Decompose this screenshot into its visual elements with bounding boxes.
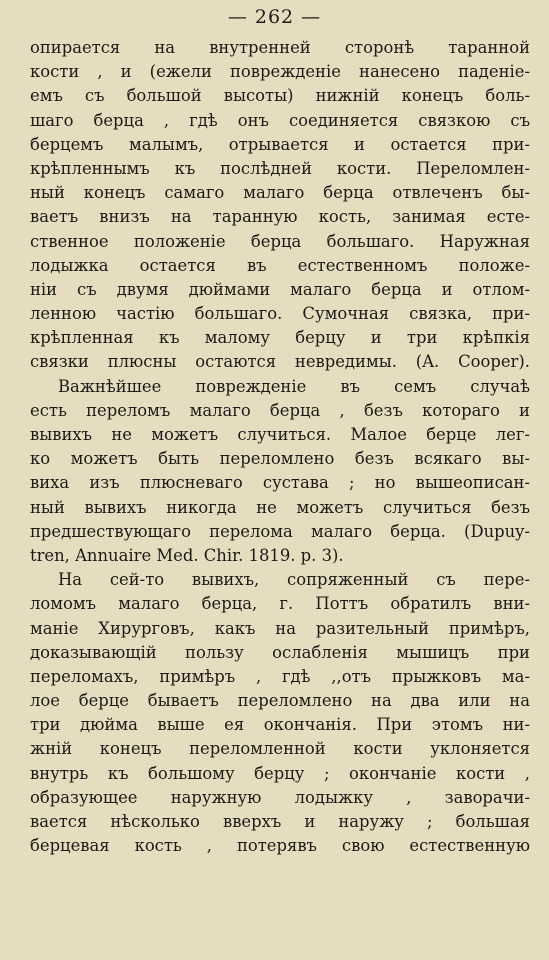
- text-line: три дюйма выше ея окончанія. При этомъ ни-: [30, 715, 530, 735]
- text-line: ко можетъ быть переломлено безъ всякаго вы-: [30, 449, 530, 469]
- text-line: переломахъ, примѣръ , гдѣ ,,отъ прыжковъ ма-: [30, 666, 530, 686]
- text-line: вывихъ не можетъ случиться. Малое берце лег-: [30, 425, 530, 444]
- text-line: ный конецъ самаго малаго берца отвлеченъ бы-: [30, 183, 530, 203]
- text-line: ніи съ двумя дюймами малаго берца и отлом-: [30, 279, 530, 299]
- text-line: На сей-то вывихъ, сопряженный съ пере-: [58, 570, 530, 590]
- text-line: жній конецъ переломленной кости уклоняется: [30, 739, 530, 759]
- text-line: ленною частію большаго. Сумочная связка, при-: [30, 304, 530, 324]
- text-line: опирается на внутренней сторонѣ таранной: [30, 38, 530, 57]
- text-line: крѣпленная къ малому берцу и три крѣпкія: [30, 328, 530, 348]
- text-line: доказывающій пользу ослабленія мышицъ при: [30, 642, 530, 662]
- text-line: берцевая кость , потерявъ свою естественную: [30, 836, 530, 856]
- text-line: образующее наружную лодыжку , заворачи-: [30, 787, 530, 807]
- text-line: есть переломъ малаго берца , безъ котораго и: [30, 400, 530, 420]
- text-line: шаго берца , гдѣ онъ соединяется связкою съ: [30, 110, 530, 130]
- page-number-header: — 262 —: [227, 6, 322, 28]
- text-line: ственное положеніе берца большаго. Наружная: [30, 231, 530, 251]
- text-line: Важнѣйшее поврежденіе въ семъ случаѣ: [58, 376, 530, 396]
- text-line: маніе Хирурговъ, какъ на разительный примѣръ,: [30, 618, 530, 638]
- text-line: емъ съ большой высоты) нижній конецъ боль-: [30, 86, 530, 106]
- text-line: лое берце бываетъ переломлено на два или на: [30, 691, 530, 711]
- text-line: кости , и (ежели поврежденіе нанесено паденіе-: [30, 62, 530, 82]
- text-line: внутрь къ большому берцу ; окончаніе кости ,: [30, 763, 530, 783]
- text-line: tren, Annuaire Med. Chir. 1819. p. 3).: [30, 545, 344, 565]
- text-line: ломомъ малаго берца, г. Поттъ обратилъ вни-: [30, 594, 530, 614]
- text-line: лодыжка остается въ естественномъ положе-: [30, 255, 530, 275]
- text-line: предшествующаго перелома малаго берца. (Dupuy-: [30, 521, 530, 541]
- text-line: виха изъ плюсневаго сустава ; но вышеописан-: [30, 473, 530, 493]
- text-line: связки плюсны остаются невредимы. (A. Cooper).: [30, 352, 530, 372]
- page-text: [30, 36, 530, 858]
- text-line: ный вывихъ никогда не можетъ случиться безъ: [30, 497, 530, 517]
- text-line: вается нѣсколько вверхъ и наружу ; большая: [30, 812, 530, 831]
- text-line: крѣпленнымъ къ послѣдней кости. Переломлен-: [30, 158, 530, 178]
- text-line: берцемъ малымъ, отрывается и остается при-: [30, 134, 530, 154]
- text-line: ваетъ внизъ на таранную кость, занимая есте-: [30, 207, 530, 227]
